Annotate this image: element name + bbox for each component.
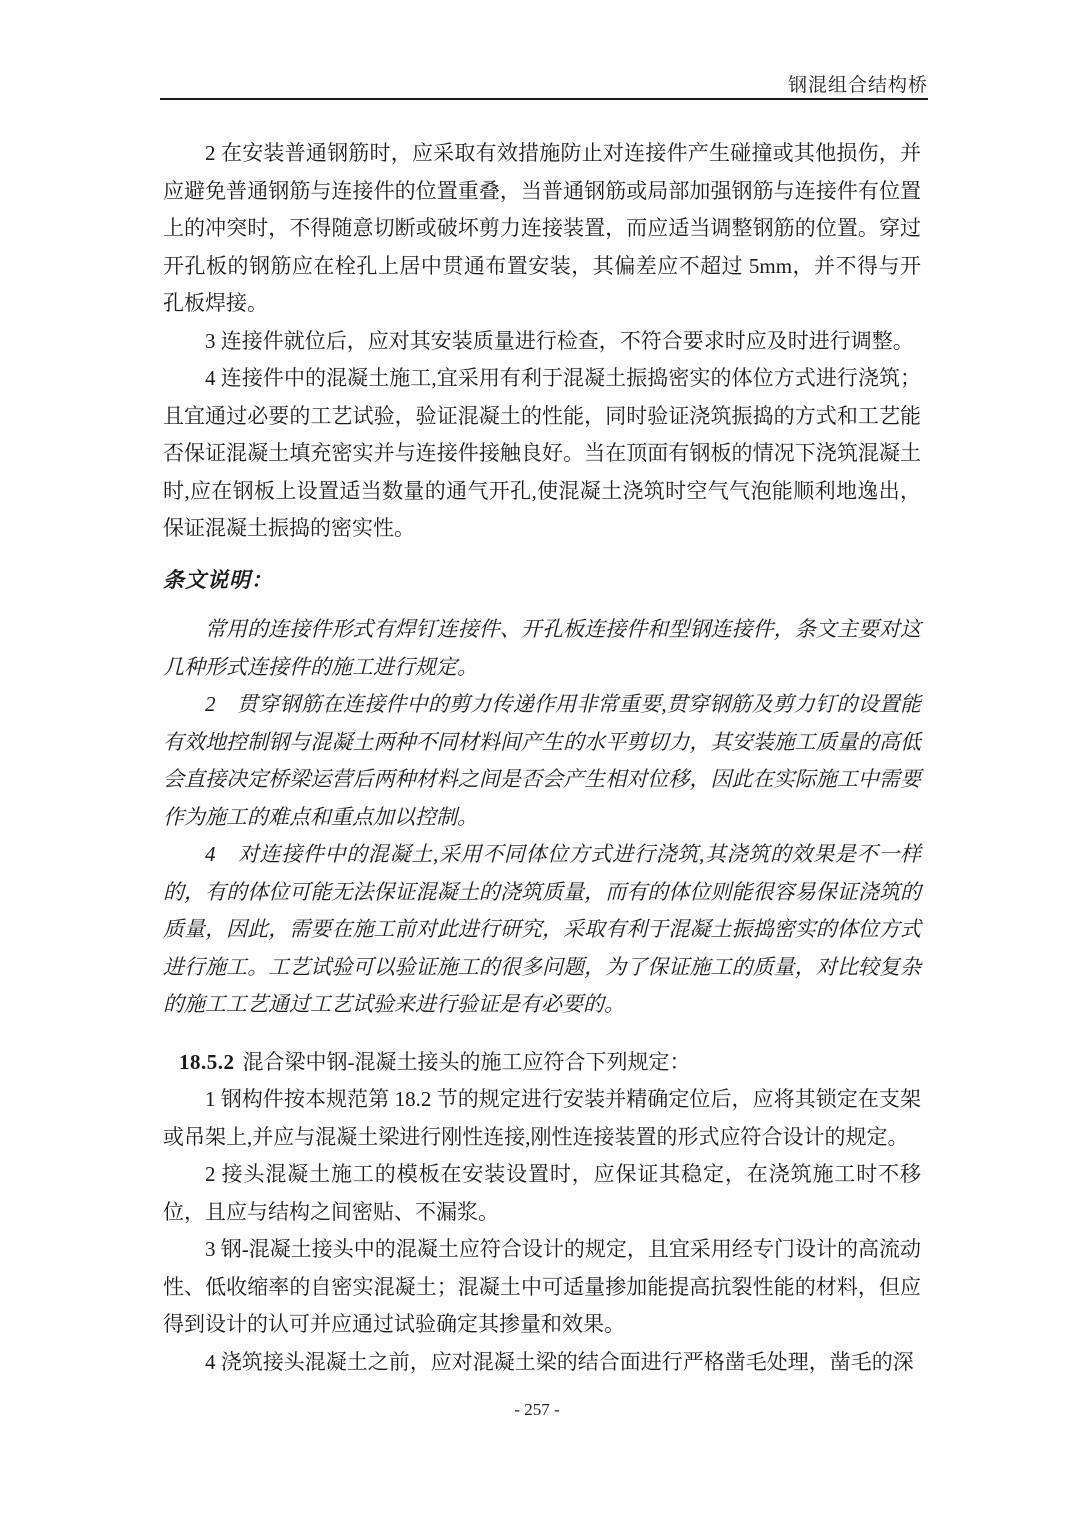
- section-title: 混合梁中钢-混凝土接头的施工应符合下列规定：: [242, 1049, 691, 1074]
- commentary-paragraph: 2 贯穿钢筋在连接件中的剪力传递作用非常重要,贯穿钢筋及剪力钉的设置能有效地控制钢与混凝土两种不同材料间产生的水平剪切力，其安装施工质量的高低会直接决定桥梁运营后两种材料之间是否会产生相对位移，因此在实际施工中需要作为施工的难点和重点加以控制。: [163, 692, 921, 829]
- commentary-paragraph: 常用的连接件形式有焊钉连接件、开孔板连接件和型钢连接件，条文主要对这几种形式连接件的施工进行规定。: [163, 617, 921, 679]
- page-number: - 257 -: [514, 1400, 560, 1419]
- section-item-paragraph: 1 钢构件按本规范第 18.2 节的规定进行安装并精确定位后，应将其锁定在支架或吊架上,并应与混凝土梁进行刚性连接,刚性连接装置的形式应符合设计的规定。: [163, 1087, 921, 1149]
- running-header-title: 钢混组合结构桥: [787, 75, 928, 96]
- section-item-paragraph: 3 钢-混凝土接头中的混凝土应符合设计的规定，且宜采用经专门设计的高流动性、低收缩率的自密实混凝土；混凝土中可适量掺加能提高抗裂性能的材料，但应得到设计的认可并应通过试验确定其掺量和效果。: [163, 1237, 921, 1336]
- clause-paragraph: 2 在安装普通钢筋时，应采取有效措施防止对连接件产生碰撞或其他损伤，并应避免普通钢筋与连接件的位置重叠，当普通钢筋或局部加强钢筋与连接件有位置上的冲突时，不得随意切断或破坏剪力连接装置，而应适当调整钢筋的位置。穿过开孔板的钢筋应在栓孔上居中贯通布置安装，其偏差应不超过 5mm，并不得与开孔板焊接。: [163, 141, 921, 315]
- page-body: [163, 135, 921, 1381]
- section-item-paragraph: 2 接头混凝土施工的模板在安装设置时，应保证其稳定，在浇筑施工时不移位，且应与结构之间密贴、不漏浆。: [163, 1162, 921, 1224]
- header-rule-divider: [160, 98, 928, 100]
- section-heading: [163, 1044, 921, 1082]
- section-item-paragraph: 4 浇筑接头混凝土之前，应对混凝土梁的结合面进行严格凿毛处理，凿毛的深: [205, 1349, 914, 1374]
- clause-paragraph: 4 连接件中的混凝土施工,宜采用有利于混凝土振捣密实的体位方式进行浇筑；且宜通过必要的工艺试验，验证混凝土的性能，同时验证浇筑振捣的方式和工艺能否保证混凝土填充密实并与连接件接触良好。当在顶面有钢板的情况下浇筑混凝土时,应在钢板上设置适当数量的通气开孔,使混凝土浇筑时空气气泡能顺利地逸出，保证混凝土振捣的密实性。: [163, 366, 921, 540]
- section-number: 18.5.2: [179, 1049, 235, 1074]
- commentary-paragraph: 4 对连接件中的混凝土,采用不同体位方式进行浇筑,其浇筑的效果是不一样的，有的体位可能无法保证混凝土的浇筑质量，而有的体位则能很容易保证浇筑的质量，因此，需要在施工前对此进行研究，采取有利于混凝土振捣密实的体位方式进行施工。工艺试验可以验证施工的很多问题，为了保证施工的质量，对比较复杂的施工工艺通过工艺试验来进行验证是有必要的。: [163, 842, 921, 1016]
- commentary-section-heading: 条文说明：: [163, 567, 273, 592]
- clause-paragraph: 3 连接件就位后，应对其安装质量进行检查，不符合要求时应及时进行调整。: [205, 328, 914, 353]
